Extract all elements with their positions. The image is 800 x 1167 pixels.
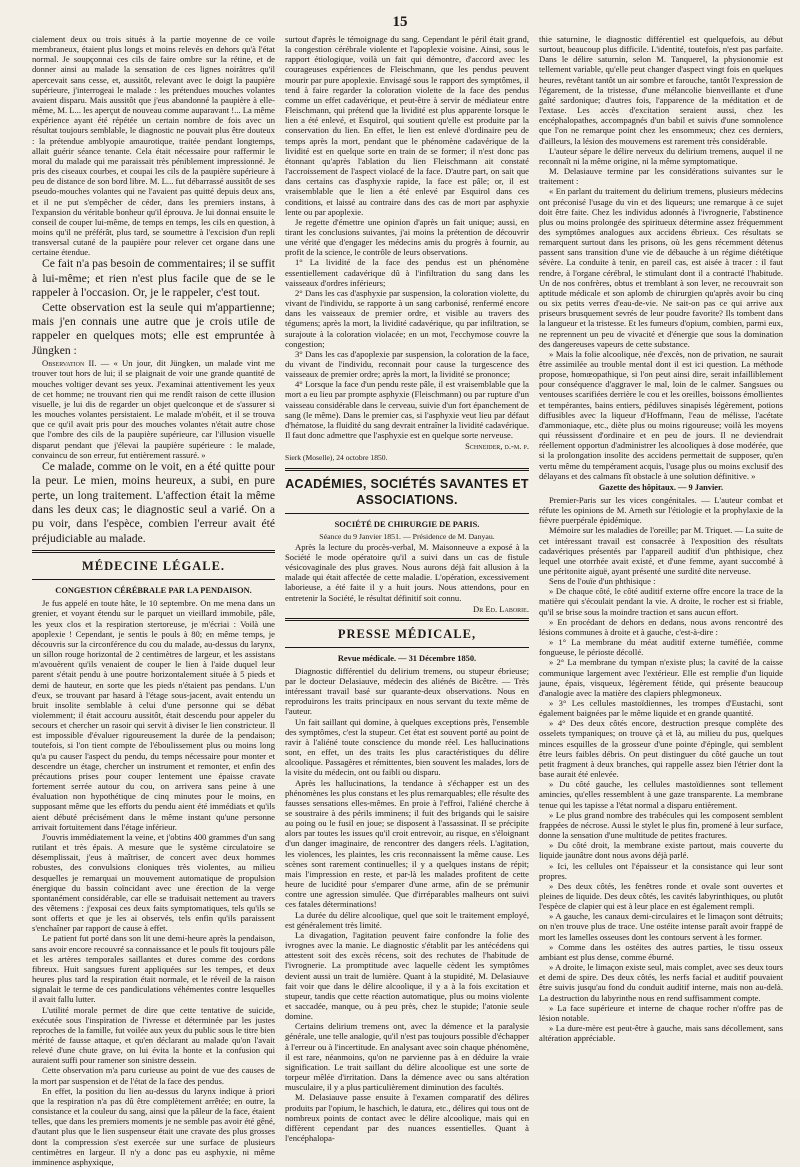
paragraph: La divagation, l'agitation peuvent faire confondre la folie des ivrognes avec la manie. Le diagnostic s'établit par les antécédens qui attestent soit des excès récens, soit des rechutes de l'habitude de l'ivrognerie. La promptitude avec laquelle cèdent les symptômes devient aussi un trait de lumière. Quant à la stupidité, M. Delasiauve fait voir que dans le délire alcoolique, il y a à la fois excitation et stupeur, tandis que cette réaction automatique, plus ou moins violente et saccadée, manque, ou à peu près, chez le stupide; l'atonie seule domine. (285, 929, 529, 1022)
paragraph-large: Ce malade, comme on le voit, en a été quitte pour la peur. Le mien, moins heureux, a subi, en pure perte, un long traitement. L'affection était la même dans les deux cas; le diagnostic seul a varié. On a pu voir, dans l'espèce, combien l'erreur avait été préjudiciable au malade. (32, 459, 275, 545)
paragraph: » La face supérieure et interne de chaque rocher n'offre pas de lésion notable. (539, 1002, 783, 1023)
paragraph: Premier-Paris sur les vices congénitales. — L'auteur combat et réfute les opinions de M. Arneth sur l'étiologie et la prophylaxie de la fièvre puerpérale épidémique. (539, 494, 783, 526)
section-divider (285, 468, 529, 471)
paragraph: » Du côté gauche, les cellules mastoïdiennes sont tellement amincies, qu'elles ressemblent à une gaze transparente. La membrane tenue qui les tapisse a l'état normal a disparu entièrement. (539, 779, 783, 810)
paragraph: » De chaque côté, le côté auditif externe offre encore la trace de la matière qui s'écoulait pendant la vie. A droite, le rocher est si friable, qu'il se brise sous la moindre traction et sans aucun effort. (539, 586, 783, 617)
paragraph: Après les hallucinations, la tendance à s'échapper est un des phénomènes les plus constans et les plus remarquables; elle résulte des fausses sensations elles-mêmes. En proie à l'effroi, l'aliéné cherche à se soustraire à des périls imminens; il fuit des brigands qui le saisire au poing ou le fusil en joue; se disposent à l'assassinat. Il se précipite alors par toutes les issues qu'il croit entrevoir, au risque, en s'éloignant d'un danger imaginaire, de rencontrer des dangers réels. L'agitation, les violences, les plaintes, les cris reconnaissent la même cause. Les scènes sont rarement continuelles; il y a quelques instans de répit; mais l'impression en reste, et par-là les malades profitent de cette heure de lucidité pour s'emparer d'une arme, afin de se prémunir contre une agression simulée. Que d'irréparables malheurs ont suivi ces fatales déterminations! (285, 777, 529, 910)
paragraph: En effet, la position du lien au-dessus du larynx indique à priori que la respiration n'a pas dû être complètement arrêtée; en outre, la consistance et la couleur du sang, ainsi que la pâleur de la face, étaient telles, que dans les premiers moments je ne semble pas avoir été gêné, d'autant plus que le lien suspenseur était une cravate des plus grosses dont la compression s'est exercée sur une surface de plusieurs centimètres en largeur. Il n'y a donc pas eu asphyxie, ni même imminence asphyxique, (32, 1085, 275, 1167)
section-subtitle: CONGESTION CÉRÉBRALE PAR LA PENDAISON. (55, 586, 252, 596)
paragraph: « En parlant du traitement du delirium tremens, plusieurs médecins ont préconisé l'usage du vin et des liqueurs; une remarque à ce sujet doit être faite. Chez les individus adonnés à l'ivrognerie, l'abstinence plus ou moins prolongée des spiritueux détermine assez fréquemment des symptômes analogues aux accidens ébrieux. Ces résultats se remarquent surtout dans les prisons, où les gens récemment détenus passent sans transition d'une vie de débauche à un régime diététique sévère. La conduite à tenir, en pareil cas, est aisée à tracer : il faut rendre, à l'organe cérébral, le stimulant dont il a contracté l'habitude. Un de nos confrères, obtus et tremblant à son lever, ne recouvrait son aptitude médicale et son aplomb de chirurgien qu'après avoir bu cinq ou six petits verres d'eau-de-vie. Ne sait-on pas ce qui arrive aux priseurs brusquement sevrés de leur poudre favorite? Ils tombent dans la langueur et la tristesse. Et les fumeurs d'opium, combien, parmi eux, ne reprennent un peu de vivacité et d'énergie que sous la domination des dangereuses vapeurs de cette substance. (539, 186, 783, 349)
paragraph: L'auteur sépare le délire nerveux du delirium tremens, auquel il ne reconnaît ni la même origine, ni la même symptomatique. (539, 145, 783, 166)
observation-label: Observation II. (42, 358, 97, 369)
paragraph: » Du côté droit, la membrane existe partout, mais couverte du liquide jaunâtre dont nous avons déjà parlé. (539, 840, 783, 861)
paragraph: M. Delasiauve passe ensuite à l'examen comparatif des délires produits par l'opium, le haschich, le datura, etc., délires qui tous ont de nombreux points de contact avec le délire alcoolique, mais qui en diffèrent cependant par des nuances essentielles. Quant à l'encéphalopa- (285, 1092, 529, 1143)
dateline: Sierk (Moselle), 24 octobre 1850. (285, 453, 388, 463)
paragraph: » 2° La membrane du tympan n'existe plus; la cavité de la caisse communique largement avec l'extérieur. Elle est remplie d'un liquide jaune, épais, visqueux, légèrement fétide, qui présente beaucoup d'analogie avec la matière des clapiers phlegmoneux. (539, 657, 783, 698)
paragraph: Sens de l'ouïe d'un phthisique : (549, 576, 656, 587)
paragraph: » Ici, les cellules ont l'épaisseur et la consistance qui leur sont propres. (539, 860, 783, 881)
paragraph: La durée du délire alcoolique, quel que soit le traitement employé, est généralement très limité. (285, 909, 529, 930)
paragraph: Cette observation m'a paru curieuse au point de vue des causes de la mort par suspension et de l'état de la face des pendus. (32, 1065, 275, 1086)
paragraph: Un fait saillant qui domine, à quelques exceptions près, l'ensemble des symptômes, c'est la stupeur. Cet état est souvent porté au point de ravir à l'aliéné toute conscience du monde réel. Les hallucinations sont, en effet, un des traits les plus caractéristiques du délire alcoolique. Passagères et rémittentes, bien souvent les malades, lors de la visite du médecin, ont ou faibli ou disparu. (285, 716, 529, 778)
column-1 (32, 34, 275, 1167)
paragraph: » Le plus grand nombre des trabécules qui les composent semblent frappées de nécrose. Aussi le stylet le plus fin, promené à leur surface, donne la sensation d'une multitude de petites fractures. (539, 809, 783, 841)
paragraph: L'utilité morale permet de dire que cette tentative de suicide, exécutée sous l'inspiration de l'ivresse et déterminée par les justes reproches de la famille, fut voilée aux yeux du public sous le titre bien mérité de fausse attaque, et qu'en déclarant au malade qu'on l'avait relevé d'une chute grave, on lui évita la honte et la confusion qui auraient suffi pour ramener son sinistre dessein. (32, 1004, 275, 1066)
paragraph-large: Cette observation est la seule qui m'appartienne; mais j'en connais une autre que je crois utile de rappeler en quelques mots; elle est empruntée à Jüngken : (32, 300, 275, 357)
section-title: ACADÉMIES, SOCIÉTÉS SAVANTES ET ASSOCIATIONS. (285, 476, 529, 507)
rule (285, 647, 529, 648)
paragraph: thie saturnine, le diagnostic différentiel est quelquefois, au début surtout, beaucoup plus difficile. L'identité, toutefois, n'est pas parfaite. Dans le délire saturnin, selon M. Tanquerel, la physionomie est tellement variable, qu'elle peut changer d'aspect vingt fois en quelques heures, revêtant tantôt un air sombre et farouche, tantôt l'expression de l'égarement, de la tristesse, d'une mélancolie bienveillante et d'une gaîté sardonique; d'autres fois, l'apparence de la méditation et de l'extase. Les accès d'excitation seraient aussi, chez les encéphalopathes, accompagnés d'un babil et suivis d'une somnolence que l'on ne remarque point chez les ensommeux; chez ces derniers, d'ailleurs, la lésion des mouvemens est rarement très considérable. (539, 34, 783, 146)
paragraph: » 1° La membrane du méat auditif externe tuméfiée, comme fongueuse, le périoste décollé. (539, 637, 783, 658)
review-line: Revue médicale. — 31 Décembre 1850. (337, 653, 477, 663)
paragraph: M. Delasiauve termine par les considérations suivantes sur le traitement : (539, 166, 783, 187)
observation-paragraph (32, 358, 275, 460)
rule (285, 513, 529, 514)
column-3 (539, 34, 783, 1092)
section-title: MÉDECINE LÉGALE. (81, 559, 226, 574)
column-2 (285, 34, 529, 1143)
society-name: SOCIÉTÉ DE CHIRURGIE DE PARIS. (334, 519, 480, 529)
paragraph: » Des deux côtés, les fenêtres ronde et ovale sont ouvertes et pleines de liquide. Des deux côtés, les cavités labyrinthiques, ou plutôt l'espèce de clapier qui est à leur place en est également rempli. (539, 880, 783, 912)
gazette-line: Gazette des hôpitaux. — 9 Janvier. (598, 482, 724, 492)
paragraph: » A droite, le limaçon existe seul, mais complet, avec ses deux tours et demi de spire. Des deux côtés, les nerfs facial et auditif pouvaient être suivis jusqu'au fond du conduit auditif interne, mais non au-delà. La destruction du labyrinthe nous en rend suffisamment compte. (539, 962, 783, 1003)
rule (32, 579, 275, 580)
paragraph: » A gauche, les canaux demi-circulaires et le limaçon sont détruits; on n'en trouve plus de trace. Une ostéite intense paraît avoir frappé de mort les lamelles osseuses dont les contours servent à les former. (539, 911, 783, 942)
observation-text: — « Un jour, dit Jüngken, un malade vint me trouver tout hors de lui; il se plaignait de voir une grande quantité de mouches voltiger devant ses yeux. J'examinai attentivement les yeux de cet homme; ne trouvant rien qui me rendît raison de cette illusion visuelle, je lui dis de regarder un objet quelconque et de s'assurer si les mouches volantes persistaient. Le malade m'obéit, et il se trouva que ce qu'il avait pris pour des mouches volantes n'était autre chose que l'ombre des cils de la paupière supérieure, car l'illusion visuelle disparut pendant que j'élevai la paupière supérieure : le malade, convaincu de son erreur, fut entièrement rassuré. » (32, 358, 275, 460)
paragraph: Diagnostic différentiel du delirium tremens, ou stupeur ébrieuse; par le docteur Delasiauve, médecin des aliénés de Bicêtre. — Très intéressant travail basé sur quarante-deux observations. Nous en reproduirons les traits principaux en nous servant du texte même de l'auteur. (285, 665, 529, 717)
paragraph: surtout d'après le témoignage du sang. Cependant le péril était grand, la congestion cérébrale violente et l'apoplexie voisine. Ainsi, sous le rapport étiologique, voilà un fait qui démontre, d'accord avec les courageuses expériences de Fleischmann, que les pendus peuvent mourir par pure apoplexie. Envisagé sous le rapport des symptômes, il tend à faire regarder la coloration violette de la face des pendus comme un effet cadavérique, et peut-être à servir de médiateur entre Fleischmann, qui prétend que la lividité est plus apparente lorsque le lien a été enlevé, et Esquirol, qui soutient qu'elle est produite par la conservation du lien. En effet, le lien est enlevé d'ordinaire peu de temps après la mort, pendant que le phénomène cadavérique de la lividité est en quelque sorte en train de se former; il n'est donc pas étonnant qu'après l'ablation du lien Fleischmann ait constaté l'accroissement de l'aspect violacé de la face. D'autre part, on sait que dans certains cas d'asphyxie rapide, la face est pâle; or, il est vraisemblable que le lien a été enlevé par Esquirol dans ces conditions, et laissé au contraire dans des cas de mort par asphyxie lente ou par apoplexie. (285, 34, 529, 217)
paragraph: cialement deux ou trois situés à la partie moyenne de ce voile membraneux, étaient plus longs et moins relevés en dehors qu'à l'état normal. Je soupçonnai ces cils de faire ombre sur la rétine, et de donner ainsi au malade la sensation de ces lignes noirâtres qu'il apercevait sans cesse, et, aussitôt, relevant avec le doigt la paupière supérieure, j'interrogeai le malade : les prétendues mouches volantes avaient disparu. Mais aussitôt que j'eus abandonné la paupière à elle-même, M. L... les aperçut de nouveau comme auparavant !... La même expérience ayant été répétée un certain nombre de fois avec un résultat toujours semblable, le diagnostic ne pouvait plus être douteux : la prétendue amblyopie amaurotique, traitée pendant longtemps, allait guérir séance tenante. Cela était nécessaire pour raffermir le moral du malade qui me paraissait très péniblement impressionné. Je pris des ciseaux courbes, et coupai les cils de la paupière supérieure à peu de distance de son bord libre. M. L... fut débarrassé aussitôt de ses pseudo-mouches volantes qui ne l'avaient pas quitté depuis deux ans, et il ne put s'empêcher de céder, dans les premiers instans, à l'expansion du véritable bonheur qu'il éprouva. Je lui donnai ensuite le conseil de couper lui-même, de temps en temps, les cils en question, à moins qu'il ne préférât, plus tard, se soumettre à l'excision d'un repli transversal cutané de la paupière pour relever cet organe dans une certaine étendue. (32, 34, 275, 258)
paragraph: Certains delirium tremens ont, avec la démence et la paralysie générale, une telle analogie, qu'il n'est pas toujours possible d'échapper à l'erreur ou à l'incertitude. En analysant avec soin chaque phénomène, il est rare, néanmoins, qu'on ne parvienne pas à en déduire la vraie signification. Le trait saillant du délire alcoolique est une sorte de torpeur mêlée d'irritation. Dans la démence avec ou sans altération musculaire, il y a plus particulièrement diminution des facultés. (285, 1021, 529, 1093)
paragraph: J'ouvris immédiatement la veine, et j'obtins 400 grammes d'un sang rutilant et très épais. A mesure que le système circulatoire se désemplissait, j'eus à maîtriser, de concert avec deux hommes robustes, des convulsions cloniques très violentes, au milieu desquelles je remarquai un mouvement automatique de propulsion énergique du bassin coïncidant avec une érection de la verge spontanément considérable, car elle se traduisait nettement au travers des vêtemens : j'exposai ces deux faits symptomatiques, tels qu'ils se sont offerts et que je les ai observés, tels enfin qu'ils paraissent s'enchaîner par rapport de cause à effet. (32, 831, 275, 934)
paragraph: Je fus appelé en toute hâte, le 10 septembre. On me mena dans un grenier, et voyant étendu sur le parquet un vieillard immobile, pâle, les yeux clos et la respiration stertoreuse, je m'écriai : Voilà une apoplexie ! Cependant, je sentis le pouls à 80; en même temps, je découvris sur la circonférence du cou du malade, au-dessus du larynx, un sillon rouge horizontal de 2 centimètres de largeur, et les assistans m'avouèrent qu'ils venaient de couper le lien à l'aide duquel leur parent s'était pendu à une poutre horizontalement située à 5 pieds et demi de hauteur, en sorte que les pieds n'étaient pas pendans. L'un d'eux, se trouvant par hasard à l'étage sous-jacent, avait entendu un bruit insolite semblable à celui d'une personne qui se débat violemment; il était accouru aussitôt, était descendu pour appeler du secours et chercher un rasoir qui servit à diviser le lien constricteur. Il est impossible d'évaluer rigoureusement la durée de la pendaison; toutefois, si l'on tient compte de l'éboulissement plus ou moins long qu'a pu causer l'aspect du pendu, du temps nécessaire pour monter et descendre un étage, chercher un instrument et remonter, et enfin des précautions prises pour couper lentement une épaisse cravate fortement serrée autour du cou, on arrivera sans peine à une évaluation non hypothétique de cinq minutes pour le moins, en supposant même que les efforts du pendu aient été immédiats et qu'ils aient débuté précisément dans le même instant qu'une personne arrivait fortuitement dans l'étage inférieur. (32, 598, 275, 832)
paragraph: Mémoire sur les maladies de l'oreille; par M. Triquet. — La suite de cet intéressant travail est consacrée à l'exposition des résultats cadavériques présentés par l'appareil auditif d'un phthisique, chez lequel une otorrhée avait existé, et d'une femme, ayant succombé à une péritonite aiguë, ayant présenté une surdité dite nerveuse. (539, 525, 784, 576)
author-signature: Schneider, d.-m. p. (465, 441, 529, 452)
paragraph: 1° La lividité de la face des pendus est un phénomène essentiellement cadavérique dû à l'infiltration du sang dans les vaisseaux d'ordres inférieurs; (285, 257, 529, 288)
paragraph: » Comme dans les ostéites des autres parties, le tissu osseux ambiant est plus dense, comme éburné. (539, 941, 783, 962)
paragraph: » La dure-mère est peut-être à gauche, mais sans décollement, sans altération appréciable. (539, 1023, 783, 1044)
page-number: 15 (392, 14, 408, 30)
paragraph: » 4° Des deux côtés encore, destruction presque complète des osselets tympaniques; on trouve çà et là, au milieu du pus, quelques minces esquilles de la grosseur d'une pointe d'épingle, qui semblent être leurs faibles débris. On peut distinguer du côté gauche un tout petit fragment à deux branches, qui rappelle assez bien l'étrier dont la base aurait été enlevée. (539, 718, 783, 780)
paragraph: 3° Dans les cas d'apoplexie par suspension, la coloration de la face, du vivant de l'individu, reconnait pour cause la turgescence des vaisseaux de premier ordre; après la mort, la lividité se prononce; (285, 348, 529, 380)
paragraph: » 3° Les cellules mastoïdiennes, les trompes d'Eustachi, sont également baignées par le même liquide et en grande quantité. (539, 698, 783, 719)
section-title: PRESSE MÉDICALE, (337, 626, 477, 641)
paragraph: » Mais la folie alcoolique, née d'excès, non de privation, ne saurait être assimilée au trouble mental dont il est ici question. La méthode propose, homœopathique, si l'on peut ainsi dire, serait infailliblement pour conséquence d'aggraver le mal, loin de le calmer. Sangsues ou ventouses scarifiées derrière le cou et les oreilles, boissons émollientes et tempérantes, bains entiers, pédiluves sinapisés légèrement, potions diffusibles avec la liqueur d'Hoffmann, l'eau de mélisse, l'acétate d'ammoniaque, etc., diète plus ou moins rigoureuse; voilà les moyens qui réussissent d'ordinaire et en peu de jours. Il ne deviendrait réellement opportun d'administrer les alcooliques à dose modérée, que si la prolongation insolite des accidens permettait de supposer, qu'en vertu même du tempérament acquis, l'usage plus ou moins exclusif des délayans et des calmans fît obstacle à une solution définitive. » (539, 348, 783, 481)
paragraph: 2° Dans les cas d'asphyxie par suspension, la coloration violette, du vivant de l'individu, se rapporte à un sang carbonisé, renfermé encore dans les vaisseaux de premier ordre, et visible au travers des tégumens; après la mort, la lividité cadavérique, qu par infiltration, se surajoute à la coloration violacée; en un mot, l'ecchymose couvre la congestion; (285, 287, 529, 349)
session-line: Séance du 9 Janvier 1851. — Présidence de M. Danyau. (319, 531, 495, 541)
paragraph: Je regette d'émettre une opinion d'après un fait unique; aussi, en tirant les conclusions suivantes, j'ai moins la prétention de découvrir une vérité que d'engager les médecins amis du progrès à fournir, au profit de la science, le contrôle de leurs observations. (285, 216, 529, 258)
section-divider (285, 618, 529, 621)
secretary-signature: Dr Ed. Laborie. (473, 603, 529, 614)
col1-top-text (32, 34, 275, 257)
paragraph: Après la lecture du procès-verbal, M. Maisonneuve a exposé à la Société le mode opératoire qu'il a suivi dans un cas de fistule vésicovaginale des plus graves. Nous aurons déjà fait allusion à la malade qui était affectée de cette maladie. L'opération, excessivement laborieuse, a été faite il y a huit jours. Nous attendons, pour en entretenir la Société, le résultat définitif soit connu. (285, 541, 529, 603)
paragraph-large: Ce fait n'a pas besoin de commentaires; il se suffit à lui-même; et rien n'est plus facile que de se le rappeler à l'occasion. Or, je le rappeler, c'est tout. (32, 257, 275, 300)
paragraph: Le patient fut porté dans son lit une demi-heure après la pendaison, sans avoir encore recouvré sa connaissance et le pouls fit toujours pâle et les artères temporales saillantes et dures comme des cordons fibreux. Huit sangsues furent appliquées sur les tempes, et deux heures plus tard la respiration était normale, et le réveil de la raison signalait le terme de ces pandiculations véhémentes contre lesquelles il avait fallu lutter. (32, 933, 275, 1005)
paragraph: 4° Lorsque la face d'un pendu reste pâle, il est vraisemblable que la mort a eu lieu par prompte asphyxie (Fleischmann) ou par rupture d'un vaisseau considérable dans le cerveau, suivie d'un fort épanchement de sang (le même). Dans le premier cas, si l'asphyxie veut lieu par défaut d'hématose, la fluidité du sang devrait entraîner la lividité cadavérique. Il faut donc admettre que l'asphyxie est en quelque sorte nerveuse. (285, 379, 529, 441)
paragraph: » En procédant de dehors en dedans, nous avons rencontré des lésions communes à droite et à gauche, c'est-à-dire : (539, 616, 783, 637)
section-divider (32, 550, 275, 553)
